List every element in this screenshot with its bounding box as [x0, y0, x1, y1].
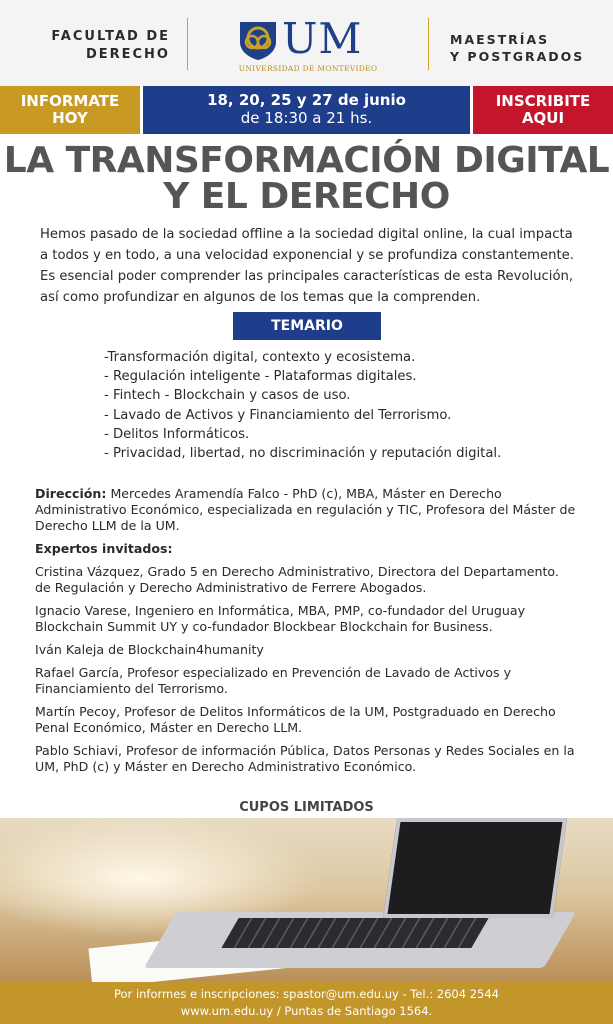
- dates-banner: [143, 86, 470, 134]
- footer: [0, 982, 613, 1024]
- informate-line1: INFORMATE: [20, 92, 120, 110]
- header: [0, 0, 613, 86]
- laptop-photo: [0, 818, 613, 982]
- direccion-label: Dirección:: [35, 486, 107, 501]
- laptop-screen: [383, 818, 567, 918]
- title-line1: LA TRANSFORMACIÓN DIGITAL: [3, 140, 610, 181]
- inscribite-button[interactable]: [473, 86, 613, 134]
- expert-item: Cristina Vázquez, Grado 5 en Derecho Administrativo, Directora del Departamento. de Regulación y Derecho Administrativo de Ferrere Abogados.: [35, 564, 559, 595]
- um-logo: [238, 14, 378, 74]
- faculty-label: [30, 28, 170, 64]
- details-section: [35, 486, 578, 782]
- topics-list: [104, 348, 574, 463]
- expertos-label: Expertos invitados:: [35, 541, 173, 556]
- expert-item: Rafael García, Profesor especializado en Prevención de Lavado de Activos y Financiamiento del Terrorismo.: [35, 665, 512, 696]
- program-line1: MAESTRÍAS: [450, 32, 550, 47]
- inscribite-line1: INSCRIBITE: [495, 92, 591, 110]
- list-item: - Delitos Informáticos.: [104, 426, 250, 442]
- expertos-heading: [35, 541, 578, 557]
- expert-item: Martín Pecoy, Profesor de Delitos Informáticos de la UM, Postgraduado en Derecho Penal Económico, Máster en Derecho LLM.: [35, 704, 556, 735]
- event-dates: 18, 20, 25 y 27 de junio: [207, 91, 406, 109]
- header-divider-left: [187, 18, 188, 70]
- page-title: [0, 140, 613, 217]
- program-label: [450, 31, 610, 65]
- direccion-text: Mercedes Aramendía Falco - PhD (c), MBA, Máster en Derecho Administrativo Económico, especializada en regulación y TIC, Profesora del Máster de Derecho LLM de la UM.: [35, 486, 576, 533]
- list-item: -Transformación digital, contexto y ecosistema.: [104, 350, 416, 365]
- intro-paragraph: Hemos pasado de la sociedad offline a la sociedad digital online, la cual impacta a todos y en todo, a una velocidad exponencial y se profundiza constantemente. Es esencial poder comprender las principales características de esta Revolución, así como profundizar en algunos de los temas que la comprenden.: [40, 227, 574, 305]
- list-item: - Lavado de Activos y Financiamiento del Terrorismo.: [104, 407, 452, 423]
- list-item: - Regulación inteligente - Plataformas digitales.: [104, 369, 417, 385]
- um-crest-icon: [238, 20, 278, 60]
- inscribite-line2: AQUI: [521, 109, 565, 127]
- header-divider-right: [428, 18, 429, 70]
- temario-heading: TEMARIO: [233, 312, 381, 340]
- laptop-keyboard: [221, 918, 488, 948]
- list-item: - Privacidad, libertad, no discriminación y reputación digital.: [104, 446, 502, 462]
- logo-text: UM: [282, 14, 363, 63]
- expert-item: Iván Kaleja de Blockchain4humanity: [35, 642, 264, 657]
- footer-address: www.um.edu.uy / Puntas de Santiago 1564.: [180, 1004, 433, 1018]
- faculty-line2: DERECHO: [85, 47, 170, 62]
- logo-subtitle: UNIVERSIDAD DE MONTEVIDEO: [238, 64, 378, 73]
- informate-line2: HOY: [52, 109, 88, 127]
- informate-button[interactable]: [0, 86, 140, 134]
- title-line2: Y EL DERECHO: [163, 176, 450, 217]
- program-line2: Y POSTGRADOS: [450, 49, 585, 64]
- list-item: - Fintech - Blockchain y casos de uso.: [104, 388, 351, 404]
- event-hours: de 18:30 a 21 hs.: [240, 109, 373, 127]
- expert-item: Ignacio Varese, Ingeniero en Informática, MBA, PMP, co-fundador del Uruguay Blockchain Summit UY y co-fundador Blockbear Blockchain for Business.: [35, 603, 526, 634]
- direccion-paragraph: [35, 486, 578, 534]
- footer-contact: Por informes e inscripciones: spastor@um.edu.uy - Tel.: 2604 2544: [114, 987, 499, 1001]
- expert-item: Pablo Schiavi, Profesor de información Pública, Datos Personas y Redes Sociales en la UM, PhD (c) y Máster en Derecho Administrativo Económico.: [35, 743, 575, 774]
- cupos-limitados: CUPOS LIMITADOS: [239, 800, 374, 815]
- faculty-line1: FACULTAD DE: [51, 29, 170, 44]
